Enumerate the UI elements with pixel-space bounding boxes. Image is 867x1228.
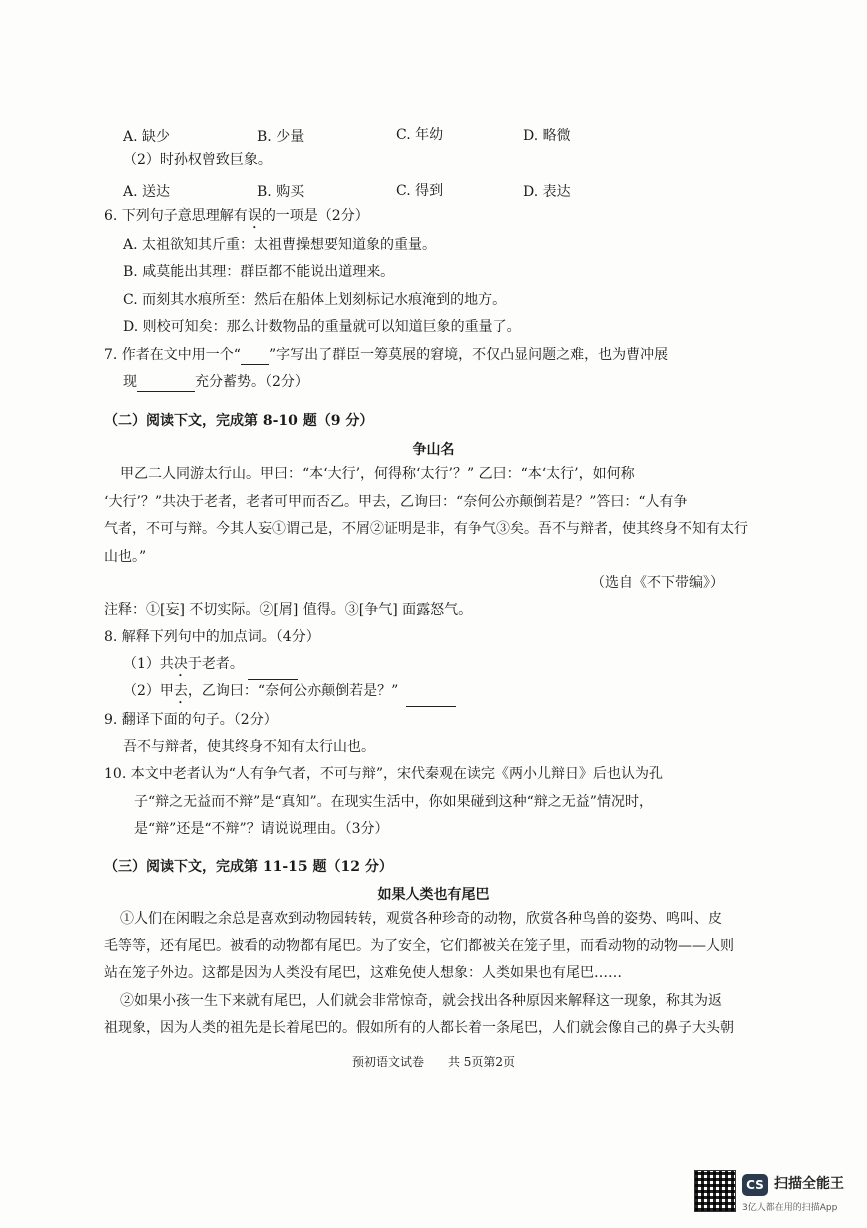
q8-blank-1[interactable]	[248, 663, 298, 680]
scanner-watermark	[694, 1170, 854, 1218]
q5-1-option-c: C. 年幼	[396, 127, 444, 143]
q7-blank-1[interactable]	[241, 348, 269, 365]
section2-notes: 注释：①[妄] 不切实际。②[屑] 值得。③[争气] 面露怒气。	[104, 602, 473, 618]
section3-para-line-4: ②如果小孩一生下来就有尾巴，人们就会非常惊奇，就会找出各种原因来解释这一现象，称其为返	[120, 993, 722, 1009]
q6-stem	[104, 206, 369, 232]
q8-item2-b: ，乙询曰：“奈何公亦颠倒若是？”	[187, 683, 399, 699]
q8-item-1	[123, 654, 298, 680]
camscanner-logo-icon: CS	[742, 1174, 768, 1196]
q5-2-option-c: C. 得到	[396, 183, 444, 199]
q5-2-stem: （2）时孙权曾致巨象。	[123, 152, 272, 168]
q7-line2-b: 充分蓄势。（2分）	[195, 374, 309, 390]
q6-option-c: C. 而刻其水痕所至：然后在船体上划刻标记水痕淹到的地方。	[123, 292, 507, 308]
q7-blank-2[interactable]	[137, 375, 195, 392]
q10-line-3: 是“辩”还是“不辩”？请说说理由。（3分）	[134, 821, 389, 837]
q5-1-option-d: D. 略微	[523, 128, 571, 144]
q6-stem-dot: 误	[247, 208, 262, 224]
q8-blank-2[interactable]	[406, 690, 456, 707]
q5-2-option-a: A. 送达	[123, 184, 171, 200]
section2-source: （选自《不下带编》）	[591, 575, 724, 591]
q8-item1-dot: 决	[173, 656, 188, 672]
q10-line-1: 10. 本文中老者认为“人有争气者，不可与辩”，宋代秦观在读完《两小儿辩日》后也认为孔	[104, 766, 664, 782]
q8-item1-a: （1）共	[123, 656, 174, 672]
q6-stem-b: 的一项是（2分）	[261, 208, 369, 224]
q7-line-1	[104, 345, 668, 365]
q9-stem: 9. 翻译下面的句子。（2分）	[104, 712, 278, 728]
section3-para-line-3: 站在笼子外边。这都是因为人类没有尾巴，这难免使人想象：人类如果也有尾巴……	[104, 965, 622, 981]
q7-line-2	[123, 372, 309, 392]
section3-heading: （三）阅读下文，完成第 11-15 题（12 分）	[104, 859, 393, 875]
q10-line-2: 子“辩之无益而不辩”是“真知”。在现实生活中，你如果碰到这种“辩之无益”情况时，	[134, 794, 653, 810]
q5-1-option-b: B. 少量	[257, 129, 305, 145]
q6-stem-a: 6. 下列句子意思理解有	[104, 208, 248, 224]
q8-item2-a: （2）甲	[123, 683, 174, 699]
section2-para-line-1: 甲乙二人同游太行山。甲曰：“本‘大行’，何得称‘太行’？” 乙曰：“本‘太行’，如何称	[120, 466, 635, 482]
watermark-brand: 扫描全能王	[774, 1176, 844, 1192]
q5-2-option-d: D. 表达	[523, 184, 571, 200]
q9-sentence: 吾不与辩者，使其终身不知有太行山也。	[123, 739, 375, 755]
section3-para-line-1: ①人们在闲暇之余总是喜欢到动物园转转，观赏各种珍奇的动物，欣赏各种鸟兽的姿势、鸣叫、皮	[120, 911, 722, 927]
page-footer: 预初语文试卷 共 5页第2页	[351, 1055, 516, 1069]
section2-title: 争山名	[412, 442, 455, 458]
q7-line2-a: 现	[123, 374, 137, 390]
q5-1-option-a: A. 缺少	[123, 129, 171, 145]
q5-2-option-b: B. 购买	[257, 184, 305, 200]
section2-para-line-4: 山也。”	[104, 549, 147, 565]
section2-para-line-2: ‘大行’？”共决于老者，老者可甲而否乙。甲去，乙询曰：“奈何公亦颠倒若是？”答曰：“人有争	[104, 494, 688, 510]
q8-item-2	[123, 681, 456, 707]
q7-line1-b: ”字写出了群臣一筹莫展的窘境，不仅凸显问题之难，也为曹冲展	[268, 347, 669, 363]
section2-para-line-3: 气者，不可与辩。今其人妄①谓己是，不屑②证明是非，有争气③矣。吾不与辩者，使其终身不知有太行	[104, 521, 748, 537]
q6-option-b: B. 咸莫能出其理：群臣都不能说出道理来。	[123, 264, 395, 280]
q6-option-d: D. 则校可知矣：那么计数物品的重量就可以知道巨象的重量了。	[123, 319, 521, 335]
q8-item1-b: 于老者。	[187, 656, 244, 672]
q8-stem: 8. 解释下列句中的加点词。（4分）	[104, 629, 320, 645]
section3-para-line-2: 毛等等，还有尾巴。被看的动物都有尾巴。为了安全，它们都被关在笼子里，而看动物的动物——人则	[104, 938, 734, 954]
watermark-subtitle: 3亿人都在用的扫描App	[742, 1203, 838, 1213]
section2-heading: （二）阅读下文，完成第 8-10 题（9 分）	[104, 413, 374, 429]
q8-item2-dot: 去	[173, 683, 188, 699]
q7-line1-a: 7. 作者在文中用一个“	[104, 347, 241, 363]
qr-code-icon	[694, 1170, 736, 1212]
section3-para-line-5: 祖现象，因为人类的祖先是长着尾巴的。假如所有的人都长着一条尾巴，人们就会像自己的鼻子大头朝	[104, 1020, 734, 1036]
section3-title: 如果人类也有尾巴	[377, 887, 490, 903]
q6-option-a: A. 太祖欲知其斤重：太祖曹操想要知道象的重量。	[123, 237, 437, 253]
